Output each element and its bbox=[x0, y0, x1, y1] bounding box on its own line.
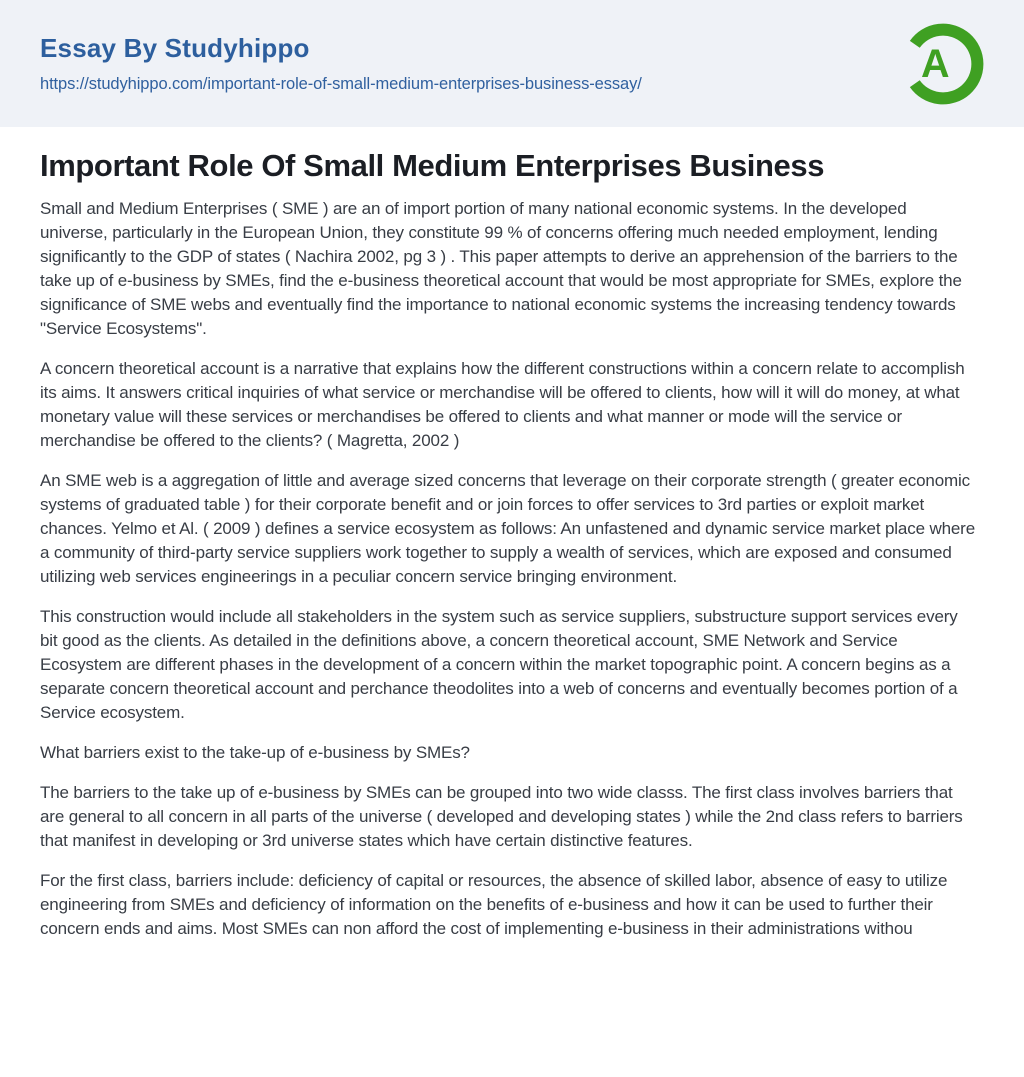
article-paragraph: Small and Medium Enterprises ( SME ) are an of import portion of many national economic systems. In the developed universe, particularly in the European Union, they constitute 99 % of concerns offering much needed employment, lending significantly to the GDP of states ( Nachira 2002, pg 3 ) . This paper attempts to derive an apprehension of the barriers to the take up of e-business by SMEs, find the e-business theoretical account that would be most appropriate for SMEs, explore the significance of SME webs and eventually find the importance to national economic systems the increasing tendency towards "Service Ecosystems". bbox=[40, 199, 962, 338]
essay-content bbox=[0, 127, 1024, 941]
article-paragraph: A concern theoretical account is a narrative that explains how the different constructions within a concern relate to accomplish its aims. It answers critical inquiries of what service or merchandise will be offered to clients, how will it will do money, at what monetary value will these services or merchandises be offered to clients and what manner or mode will the service or merchandise be offered to the clients? ( Magretta, 2002 ) bbox=[40, 359, 965, 450]
logo-open-arc-icon bbox=[900, 16, 986, 112]
article-paragraph: For the first class, barriers include: deficiency of capital or resources, the absence of skilled labor, absence of easy to utilize engineering from SMEs and deficiency of information on the benefits of e-business and how it can be used to further their concern ends and aims. Most SMEs can non afford the cost of implementing e-business in their administrations withou bbox=[40, 871, 948, 938]
article-paragraph: This construction would include all stakeholders in the system such as service suppliers, substructure support services every bit good as the clients. As detailed in the definitions above, a concern theoretical account, SME Network and Service Ecosystem are different phases in the development of a concern within the market topographic point. A concern begins as a separate concern theoretical account and perchance theodolites into a web of concerns and eventually becomes portion of a Service ecosystem. bbox=[40, 607, 958, 722]
site-title: Essay By Studyhippo bbox=[40, 33, 310, 63]
logo-letter: A bbox=[920, 41, 950, 86]
article-paragraph: What barriers exist to the take-up of e-business by SMEs? bbox=[40, 743, 470, 762]
essay-url-link[interactable]: https://studyhippo.com/important-role-of-small-medium-enterprises-business-essay/ bbox=[40, 75, 642, 93]
header-text-block bbox=[40, 33, 642, 94]
page-header bbox=[0, 0, 1024, 127]
article-paragraph: The barriers to the take up of e-business by SMEs can be grouped into two wide classs. The first class involves barriers that are general to all concern in all parts of the universe ( developed and developing states ) while the 2nd class refers to barriers that manifest in developing or 3rd universe states which have certain distinctive features. bbox=[40, 783, 963, 850]
article-paragraphs bbox=[40, 197, 984, 941]
article-paragraph: An SME web is a aggregation of little and average sized concerns that leverage on their corporate strength ( greater economic systems of graduated table ) for their corporate benefit and or join forces to offer services to 3rd parties or exploit market chances. Yelmo et Al. ( 2009 ) defines a service ecosystem as follows: An unfastened and dynamic service market place where a community of third-party service suppliers work together to supply a wealth of services, which are exposed and consumed utilizing web services engineerings in a peculiar concern service bringing environment. bbox=[40, 471, 975, 586]
studyhippo-logo bbox=[900, 15, 986, 113]
article-title: Important Role Of Small Medium Enterprises Business bbox=[40, 148, 825, 183]
